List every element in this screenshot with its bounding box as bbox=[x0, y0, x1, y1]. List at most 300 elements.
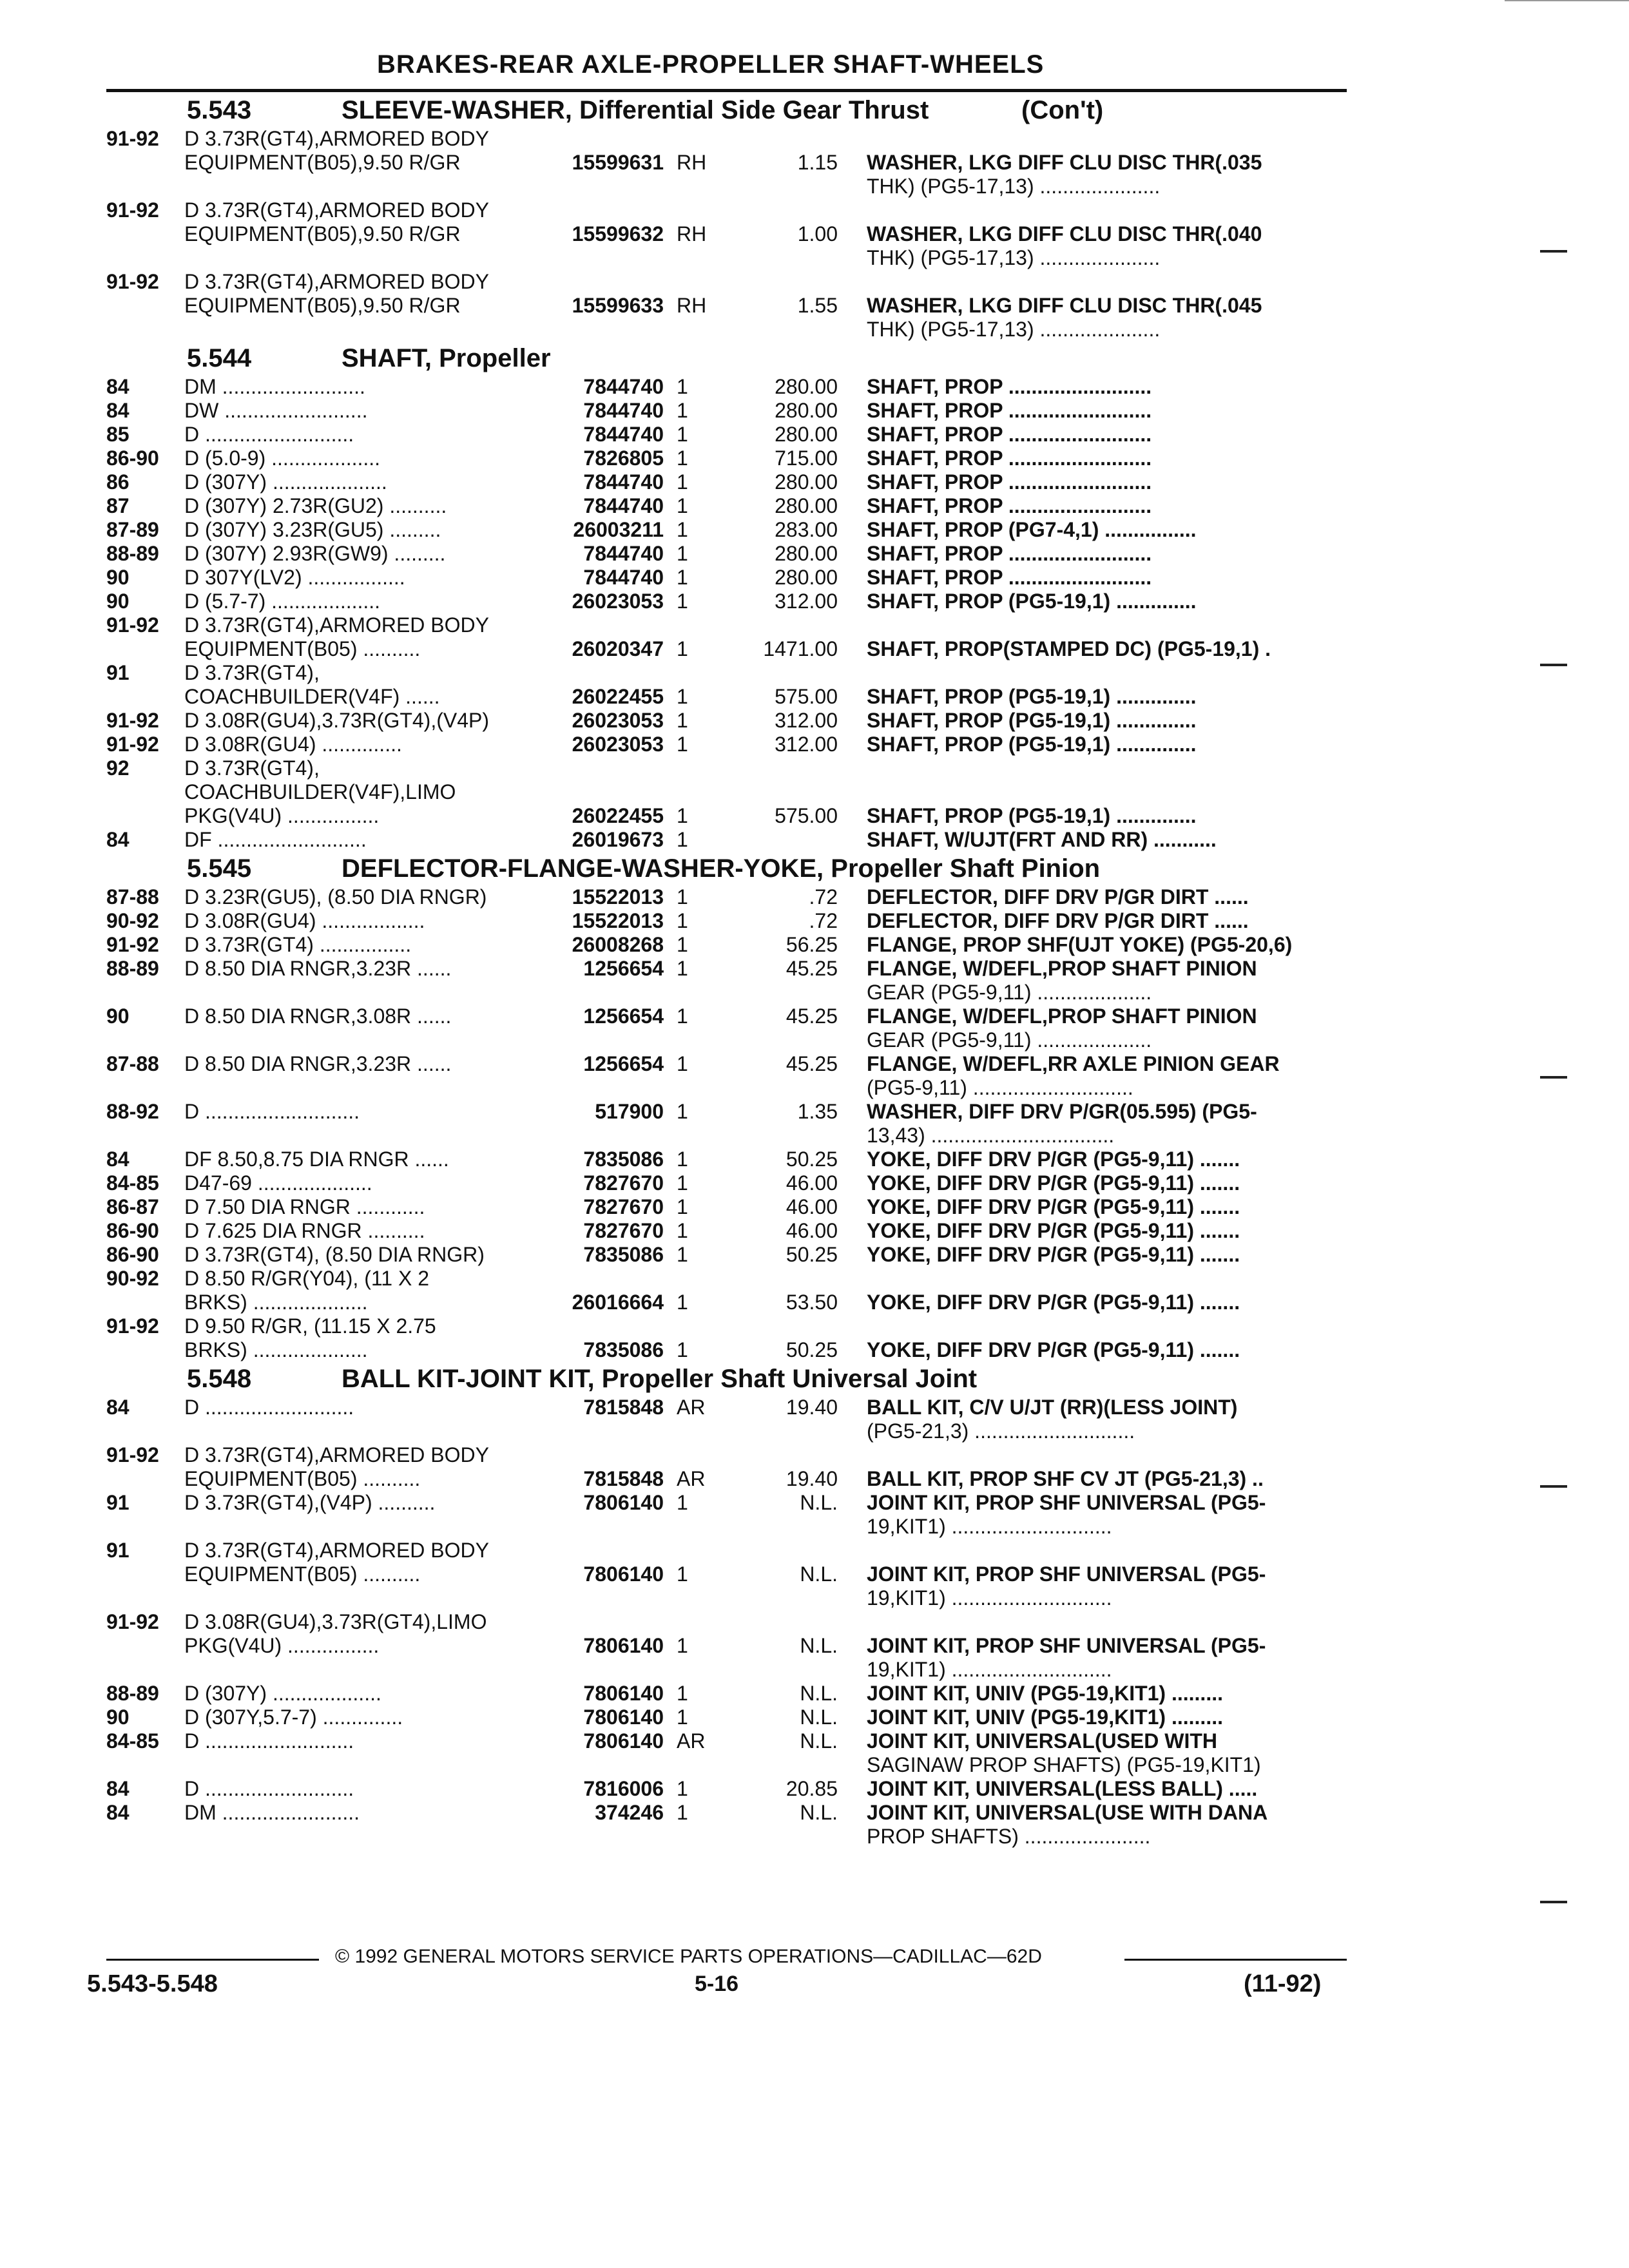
part-number: 26003211 bbox=[573, 518, 664, 541]
part-row bbox=[0, 685, 1629, 709]
part-row bbox=[0, 733, 1629, 756]
price: 53.50 bbox=[786, 1291, 838, 1314]
model-description: COACHBUILDER(V4F),LIMO bbox=[184, 780, 456, 803]
footer-copyright: © 1992 GENERAL MOTORS SERVICE PARTS OPERATIONS—CADILLAC—62D bbox=[335, 1946, 1042, 1967]
part-description: SHAFT, PROP ......................... bbox=[867, 399, 1152, 422]
part-number: 26023053 bbox=[572, 709, 664, 732]
model-years: 91-92 bbox=[106, 933, 159, 956]
page-edge-line bbox=[1505, 0, 1629, 1]
quantity: 1 bbox=[677, 1052, 688, 1075]
part-row bbox=[0, 470, 1629, 494]
model-description: D 3.73R(GT4),ARMORED BODY bbox=[184, 198, 489, 222]
price: 46.00 bbox=[786, 1171, 838, 1195]
model-description: D 8.50 DIA RNGR,3.23R ...... bbox=[184, 1052, 452, 1075]
part-row bbox=[0, 1491, 1629, 1515]
model-description: D (307Y) ................... bbox=[184, 1682, 381, 1705]
part-number: 7844740 bbox=[583, 423, 664, 446]
part-row bbox=[0, 1467, 1629, 1491]
quantity: 1 bbox=[677, 1219, 688, 1242]
part-description: SHAFT, PROP ......................... bbox=[867, 375, 1152, 398]
model-description: D (307Y,5.7-7) .............. bbox=[184, 1706, 403, 1729]
part-description: SHAFT, PROP ......................... bbox=[867, 447, 1152, 470]
part-row bbox=[0, 756, 1629, 780]
price: 280.00 bbox=[775, 399, 838, 422]
page-mark bbox=[1540, 664, 1567, 666]
quantity: 1 bbox=[677, 518, 688, 541]
quantity: 1 bbox=[677, 909, 688, 932]
price: 45.25 bbox=[786, 957, 838, 980]
section-continued: (Con't) bbox=[1021, 96, 1104, 124]
quantity: 1 bbox=[677, 1243, 688, 1266]
part-description: 19,KIT1) ............................ bbox=[867, 1586, 1112, 1610]
model-description: D 8.50 DIA RNGR,3.08R ...... bbox=[184, 1004, 452, 1028]
price: 280.00 bbox=[775, 542, 838, 565]
part-number: 7844740 bbox=[583, 399, 664, 422]
model-description: D 3.08R(GU4),3.73R(GT4),LIMO bbox=[184, 1610, 487, 1633]
part-description: GEAR (PG5-9,11) .................... bbox=[867, 1028, 1152, 1052]
footer-rule-left bbox=[106, 1959, 319, 1961]
part-number: 7816006 bbox=[583, 1777, 664, 1800]
model-description: D (307Y) 2.73R(GU2) .......... bbox=[184, 494, 447, 517]
price: 280.00 bbox=[775, 470, 838, 494]
part-description: YOKE, DIFF DRV P/GR (PG5-9,11) ....... bbox=[867, 1291, 1240, 1314]
part-row bbox=[0, 981, 1629, 1004]
part-description: DEFLECTOR, DIFF DRV P/GR DIRT ...... bbox=[867, 885, 1249, 908]
part-row bbox=[0, 1396, 1629, 1419]
part-description: YOKE, DIFF DRV P/GR (PG5-9,11) ....... bbox=[867, 1243, 1240, 1266]
quantity: 1 bbox=[677, 885, 688, 908]
model-description: PKG(V4U) ................ bbox=[184, 1634, 380, 1657]
part-number: 26016664 bbox=[572, 1291, 664, 1314]
parts-listing bbox=[0, 93, 1629, 1849]
part-description: PROP SHAFTS) ...................... bbox=[867, 1825, 1151, 1848]
part-description: SHAFT, PROP (PG5-19,1) .............. bbox=[867, 709, 1197, 732]
model-description: BRKS) .................... bbox=[184, 1291, 368, 1314]
quantity: 1 bbox=[677, 933, 688, 956]
page-mark bbox=[1540, 1485, 1567, 1488]
quantity: RH bbox=[677, 151, 707, 174]
part-description: JOINT KIT, UNIVERSAL(LESS BALL) ..... bbox=[867, 1777, 1258, 1800]
model-years: 86-87 bbox=[106, 1195, 159, 1218]
model-years: 91 bbox=[106, 1539, 130, 1562]
quantity: 1 bbox=[677, 637, 688, 660]
model-years: 84-85 bbox=[106, 1729, 159, 1753]
model-description: D .......................... bbox=[184, 1729, 354, 1753]
model-years: 88-89 bbox=[106, 1682, 159, 1705]
quantity: 1 bbox=[677, 685, 688, 708]
part-description: SHAFT, PROP (PG5-19,1) .............. bbox=[867, 804, 1197, 827]
quantity: 1 bbox=[677, 828, 688, 851]
price: 20.85 bbox=[786, 1777, 838, 1800]
model-description: D 7.625 DIA RNGR .......... bbox=[184, 1219, 425, 1242]
quantity: 1 bbox=[677, 1801, 688, 1824]
part-description: WASHER, LKG DIFF CLU DISC THR(.040 bbox=[867, 222, 1262, 245]
part-number: 26008268 bbox=[572, 933, 664, 956]
quantity: 1 bbox=[677, 1491, 688, 1514]
model-years: 91 bbox=[106, 661, 130, 684]
quantity: AR bbox=[677, 1396, 706, 1419]
part-row bbox=[0, 518, 1629, 542]
quantity: 1 bbox=[677, 957, 688, 980]
price: 45.25 bbox=[786, 1004, 838, 1028]
section-number: 5.548 bbox=[187, 1365, 252, 1393]
part-row bbox=[0, 1004, 1629, 1028]
model-years: 90 bbox=[106, 1004, 130, 1028]
model-description: D (5.0-9) ................... bbox=[184, 447, 381, 470]
part-description: SHAFT, PROP (PG5-19,1) .............. bbox=[867, 685, 1197, 708]
part-number: 7806140 bbox=[583, 1562, 664, 1586]
header-rule bbox=[106, 89, 1347, 92]
page-header-title: BRAKES-REAR AXLE-PROPELLER SHAFT-WHEELS bbox=[377, 50, 1045, 79]
quantity: AR bbox=[677, 1729, 706, 1753]
part-row bbox=[0, 198, 1629, 222]
model-description: D .......................... bbox=[184, 1777, 354, 1800]
part-row bbox=[0, 566, 1629, 590]
part-description: (PG5-9,11) ............................ bbox=[867, 1076, 1133, 1099]
section-heading bbox=[0, 1362, 1629, 1396]
part-number: 26023053 bbox=[572, 733, 664, 756]
model-description: EQUIPMENT(B05),9.50 R/GR bbox=[184, 151, 461, 174]
model-years: 91-92 bbox=[106, 709, 159, 732]
price: 1.55 bbox=[797, 294, 838, 317]
part-row bbox=[0, 661, 1629, 685]
model-description: D 3.73R(GT4),ARMORED BODY bbox=[184, 127, 489, 150]
part-number: 15599631 bbox=[572, 151, 664, 174]
part-row bbox=[0, 613, 1629, 637]
price: 1471.00 bbox=[763, 637, 838, 660]
price: 280.00 bbox=[775, 566, 838, 589]
part-description: DEFLECTOR, DIFF DRV P/GR DIRT ...... bbox=[867, 909, 1249, 932]
part-number: 7806140 bbox=[583, 1682, 664, 1705]
part-row bbox=[0, 1419, 1629, 1443]
model-description: D 8.50 DIA RNGR,3.23R ...... bbox=[184, 957, 452, 980]
part-description: JOINT KIT, UNIVERSAL(USED WITH bbox=[867, 1729, 1218, 1753]
part-description: SHAFT, PROP ......................... bbox=[867, 566, 1152, 589]
model-years: 84-85 bbox=[106, 1171, 159, 1195]
model-description: D ........................... bbox=[184, 1100, 360, 1123]
model-years: 90-92 bbox=[106, 1267, 159, 1290]
part-description: 19,KIT1) ............................ bbox=[867, 1515, 1112, 1538]
part-description: SHAFT, PROP ......................... bbox=[867, 494, 1152, 517]
part-description: YOKE, DIFF DRV P/GR (PG5-9,11) ....... bbox=[867, 1148, 1240, 1171]
part-description: FLANGE, W/DEFL,RR AXLE PINION GEAR bbox=[867, 1052, 1280, 1075]
page-mark bbox=[1540, 1901, 1567, 1903]
price: 280.00 bbox=[775, 375, 838, 398]
model-description: D 8.50 R/GR(Y04), (11 X 2 bbox=[184, 1267, 429, 1290]
section-number: 5.543 bbox=[187, 96, 252, 124]
price: 575.00 bbox=[775, 804, 838, 827]
section-number: 5.544 bbox=[187, 344, 252, 372]
price: 50.25 bbox=[786, 1338, 838, 1361]
model-years: 84 bbox=[106, 375, 130, 398]
model-description: D 3.73R(GT4),ARMORED BODY bbox=[184, 613, 489, 637]
part-description: SHAFT, PROP (PG5-19,1) .............. bbox=[867, 733, 1197, 756]
part-row bbox=[0, 1171, 1629, 1195]
part-row bbox=[0, 1610, 1629, 1634]
price: 46.00 bbox=[786, 1195, 838, 1218]
model-years: 91-92 bbox=[106, 270, 159, 293]
part-number: 7844740 bbox=[583, 494, 664, 517]
part-number: 1256654 bbox=[583, 957, 664, 980]
part-row bbox=[0, 1515, 1629, 1539]
part-number: 7826805 bbox=[583, 447, 664, 470]
model-years: 92 bbox=[106, 756, 130, 780]
footer-rule-right bbox=[1124, 1959, 1347, 1961]
section-title: BALL KIT-JOINT KIT, Propeller Shaft Universal Joint bbox=[342, 1365, 978, 1393]
price: 1.15 bbox=[797, 151, 838, 174]
model-description: COACHBUILDER(V4F) ...... bbox=[184, 685, 440, 708]
model-years: 91-92 bbox=[106, 733, 159, 756]
price: N.L. bbox=[800, 1801, 838, 1824]
section-heading bbox=[0, 852, 1629, 885]
footer-section-range: 5.543-5.548 bbox=[87, 1970, 218, 1997]
price: 1.00 bbox=[797, 222, 838, 245]
part-row bbox=[0, 1586, 1629, 1610]
part-row bbox=[0, 246, 1629, 270]
part-row bbox=[0, 1658, 1629, 1682]
model-description: DM ........................ bbox=[184, 1801, 360, 1824]
part-description: WASHER, LKG DIFF CLU DISC THR(.035 bbox=[867, 151, 1262, 174]
quantity: 1 bbox=[677, 399, 688, 422]
model-description: DM ......................... bbox=[184, 375, 365, 398]
model-description: D 3.08R(GU4) .............. bbox=[184, 733, 402, 756]
part-number: 26022455 bbox=[572, 685, 664, 708]
part-row bbox=[0, 1753, 1629, 1777]
model-description: D 3.73R(GT4) ................ bbox=[184, 933, 412, 956]
quantity: 1 bbox=[677, 1291, 688, 1314]
model-years: 91-92 bbox=[106, 127, 159, 150]
part-row bbox=[0, 494, 1629, 518]
part-row bbox=[0, 542, 1629, 566]
price: 280.00 bbox=[775, 423, 838, 446]
model-description: D .......................... bbox=[184, 423, 354, 446]
part-description: YOKE, DIFF DRV P/GR (PG5-9,11) ....... bbox=[867, 1171, 1240, 1195]
part-row bbox=[0, 909, 1629, 933]
quantity: 1 bbox=[677, 590, 688, 613]
part-row bbox=[0, 1562, 1629, 1586]
part-description: SHAFT, PROP ......................... bbox=[867, 542, 1152, 565]
price: 56.25 bbox=[786, 933, 838, 956]
part-row bbox=[0, 1338, 1629, 1362]
footer-revision-date: (11-92) bbox=[1244, 1970, 1322, 1997]
part-number: 15522013 bbox=[572, 885, 664, 908]
part-row bbox=[0, 1443, 1629, 1467]
part-row bbox=[0, 1682, 1629, 1706]
part-number: 7835086 bbox=[583, 1338, 664, 1361]
part-row bbox=[0, 1777, 1629, 1801]
model-description: PKG(V4U) ................ bbox=[184, 804, 380, 827]
part-number: 7806140 bbox=[583, 1729, 664, 1753]
quantity: 1 bbox=[677, 470, 688, 494]
part-row bbox=[0, 1267, 1629, 1291]
part-row bbox=[0, 804, 1629, 828]
part-row bbox=[0, 447, 1629, 470]
model-description: EQUIPMENT(B05) .......... bbox=[184, 1467, 421, 1490]
part-row bbox=[0, 637, 1629, 661]
price: N.L. bbox=[800, 1682, 838, 1705]
part-description: SAGINAW PROP SHAFTS) (PG5-19,KIT1) bbox=[867, 1753, 1261, 1776]
price: 45.25 bbox=[786, 1052, 838, 1075]
model-years: 88-92 bbox=[106, 1100, 159, 1123]
part-number: 15522013 bbox=[572, 909, 664, 932]
part-row bbox=[0, 1100, 1629, 1124]
model-years: 86-90 bbox=[106, 1219, 159, 1242]
price: 280.00 bbox=[775, 494, 838, 517]
price: N.L. bbox=[800, 1634, 838, 1657]
model-years: 88-89 bbox=[106, 542, 159, 565]
part-description: BALL KIT, C/V U/JT (RR)(LESS JOINT) bbox=[867, 1396, 1238, 1419]
part-description: FLANGE, PROP SHF(UJT YOKE) (PG5-20,6) bbox=[867, 933, 1293, 956]
part-row bbox=[0, 294, 1629, 318]
model-years: 84 bbox=[106, 1396, 130, 1419]
part-row bbox=[0, 151, 1629, 175]
model-description: D (307Y) .................... bbox=[184, 470, 387, 494]
part-number: 7806140 bbox=[583, 1706, 664, 1729]
part-number: 7835086 bbox=[583, 1148, 664, 1171]
model-years: 91-92 bbox=[106, 1610, 159, 1633]
quantity: 1 bbox=[677, 804, 688, 827]
part-row bbox=[0, 270, 1629, 294]
model-years: 90-92 bbox=[106, 909, 159, 932]
quantity: 1 bbox=[677, 1100, 688, 1123]
section-heading bbox=[0, 93, 1629, 127]
part-description: WASHER, DIFF DRV P/GR(05.595) (PG5- bbox=[867, 1100, 1257, 1123]
part-description: 19,KIT1) ............................ bbox=[867, 1658, 1112, 1681]
price: 715.00 bbox=[775, 447, 838, 470]
model-years: 86-90 bbox=[106, 1243, 159, 1266]
model-description: DW ......................... bbox=[184, 399, 368, 422]
part-row bbox=[0, 885, 1629, 909]
quantity: 1 bbox=[677, 1004, 688, 1028]
part-number: 7844740 bbox=[583, 566, 664, 589]
page-mark bbox=[1540, 250, 1567, 253]
model-years: 85 bbox=[106, 423, 130, 446]
part-row bbox=[0, 1195, 1629, 1219]
model-years: 84 bbox=[106, 1801, 130, 1824]
part-row bbox=[0, 1124, 1629, 1148]
part-description: FLANGE, W/DEFL,PROP SHAFT PINION bbox=[867, 1004, 1257, 1028]
section-title: SLEEVE-WASHER, Differential Side Gear Thrust bbox=[342, 96, 929, 124]
part-number: 26023053 bbox=[572, 590, 664, 613]
part-description: 13,43) ................................ bbox=[867, 1124, 1115, 1147]
model-years: 87 bbox=[106, 494, 130, 517]
part-number: 7827670 bbox=[583, 1219, 664, 1242]
part-row bbox=[0, 375, 1629, 399]
model-description: D 3.23R(GU5), (8.50 DIA RNGR) bbox=[184, 885, 487, 908]
model-description: D 3.73R(GT4), bbox=[184, 756, 320, 780]
model-description: D (307Y) 3.23R(GU5) ......... bbox=[184, 518, 441, 541]
model-years: 90 bbox=[106, 1706, 130, 1729]
price: 46.00 bbox=[786, 1219, 838, 1242]
part-row bbox=[0, 175, 1629, 198]
part-description: THK) (PG5-17,13) ..................... bbox=[867, 246, 1161, 269]
part-description: BALL KIT, PROP SHF CV JT (PG5-21,3) .. bbox=[867, 1467, 1264, 1490]
price: 19.40 bbox=[786, 1396, 838, 1419]
price: N.L. bbox=[800, 1562, 838, 1586]
model-years: 91-92 bbox=[106, 613, 159, 637]
model-description: D 3.73R(GT4), (8.50 DIA RNGR) bbox=[184, 1243, 485, 1266]
part-number: 1256654 bbox=[583, 1004, 664, 1028]
part-row bbox=[0, 318, 1629, 341]
price: 50.25 bbox=[786, 1148, 838, 1171]
part-description: SHAFT, PROP ......................... bbox=[867, 423, 1152, 446]
price: 50.25 bbox=[786, 1243, 838, 1266]
part-row bbox=[0, 127, 1629, 151]
part-row bbox=[0, 1052, 1629, 1076]
section-title: SHAFT, Propeller bbox=[342, 344, 551, 372]
model-description: D 3.73R(GT4),ARMORED BODY bbox=[184, 1443, 489, 1466]
part-row bbox=[0, 828, 1629, 852]
model-years: 90 bbox=[106, 566, 130, 589]
price: 312.00 bbox=[775, 733, 838, 756]
part-row bbox=[0, 423, 1629, 447]
quantity: 1 bbox=[677, 423, 688, 446]
model-description: D .......................... bbox=[184, 1396, 354, 1419]
quantity: 1 bbox=[677, 1706, 688, 1729]
part-number: 7827670 bbox=[583, 1195, 664, 1218]
part-row bbox=[0, 1825, 1629, 1849]
model-years: 90 bbox=[106, 590, 130, 613]
part-row bbox=[0, 1243, 1629, 1267]
part-number: 1256654 bbox=[583, 1052, 664, 1075]
price: 19.40 bbox=[786, 1467, 838, 1490]
model-years: 87-89 bbox=[106, 518, 159, 541]
quantity: RH bbox=[677, 222, 707, 245]
model-years: 87-88 bbox=[106, 1052, 159, 1075]
part-row bbox=[0, 399, 1629, 423]
part-description: YOKE, DIFF DRV P/GR (PG5-9,11) ....... bbox=[867, 1195, 1240, 1218]
model-years: 91-92 bbox=[106, 198, 159, 222]
part-row bbox=[0, 1539, 1629, 1562]
quantity: 1 bbox=[677, 1562, 688, 1586]
part-description: JOINT KIT, PROP SHF UNIVERSAL (PG5- bbox=[867, 1562, 1266, 1586]
quantity: 1 bbox=[677, 709, 688, 732]
model-description: D 307Y(LV2) ................. bbox=[184, 566, 405, 589]
model-years: 84 bbox=[106, 399, 130, 422]
part-description: SHAFT, PROP ......................... bbox=[867, 470, 1152, 494]
quantity: 1 bbox=[677, 1171, 688, 1195]
part-row bbox=[0, 957, 1629, 981]
part-description: YOKE, DIFF DRV P/GR (PG5-9,11) ....... bbox=[867, 1338, 1240, 1361]
price: 1.35 bbox=[797, 1100, 838, 1123]
quantity: 1 bbox=[677, 1634, 688, 1657]
part-number: 7806140 bbox=[583, 1634, 664, 1657]
part-row bbox=[0, 933, 1629, 957]
price: N.L. bbox=[800, 1491, 838, 1514]
part-row bbox=[0, 1076, 1629, 1100]
part-number: 7806140 bbox=[583, 1491, 664, 1514]
part-description: SHAFT, PROP (PG5-19,1) .............. bbox=[867, 590, 1197, 613]
part-number: 15599632 bbox=[572, 222, 664, 245]
model-description: DF .......................... bbox=[184, 828, 367, 851]
part-number: 7815848 bbox=[583, 1396, 664, 1419]
quantity: AR bbox=[677, 1467, 706, 1490]
price: N.L. bbox=[800, 1706, 838, 1729]
part-description: FLANGE, W/DEFL,PROP SHAFT PINION bbox=[867, 957, 1257, 980]
quantity: RH bbox=[677, 294, 707, 317]
part-number: 374246 bbox=[595, 1801, 664, 1824]
part-row bbox=[0, 1706, 1629, 1729]
price: N.L. bbox=[800, 1729, 838, 1753]
model-years: 84 bbox=[106, 828, 130, 851]
part-description: SHAFT, PROP (PG7-4,1) ................ bbox=[867, 518, 1197, 541]
model-description: D 3.08R(GU4),3.73R(GT4),(V4P) bbox=[184, 709, 490, 732]
section-number: 5.545 bbox=[187, 854, 252, 883]
part-row bbox=[0, 780, 1629, 804]
part-description: YOKE, DIFF DRV P/GR (PG5-9,11) ....... bbox=[867, 1219, 1240, 1242]
part-row bbox=[0, 1634, 1629, 1658]
model-description: DF 8.50,8.75 DIA RNGR ...... bbox=[184, 1148, 449, 1171]
